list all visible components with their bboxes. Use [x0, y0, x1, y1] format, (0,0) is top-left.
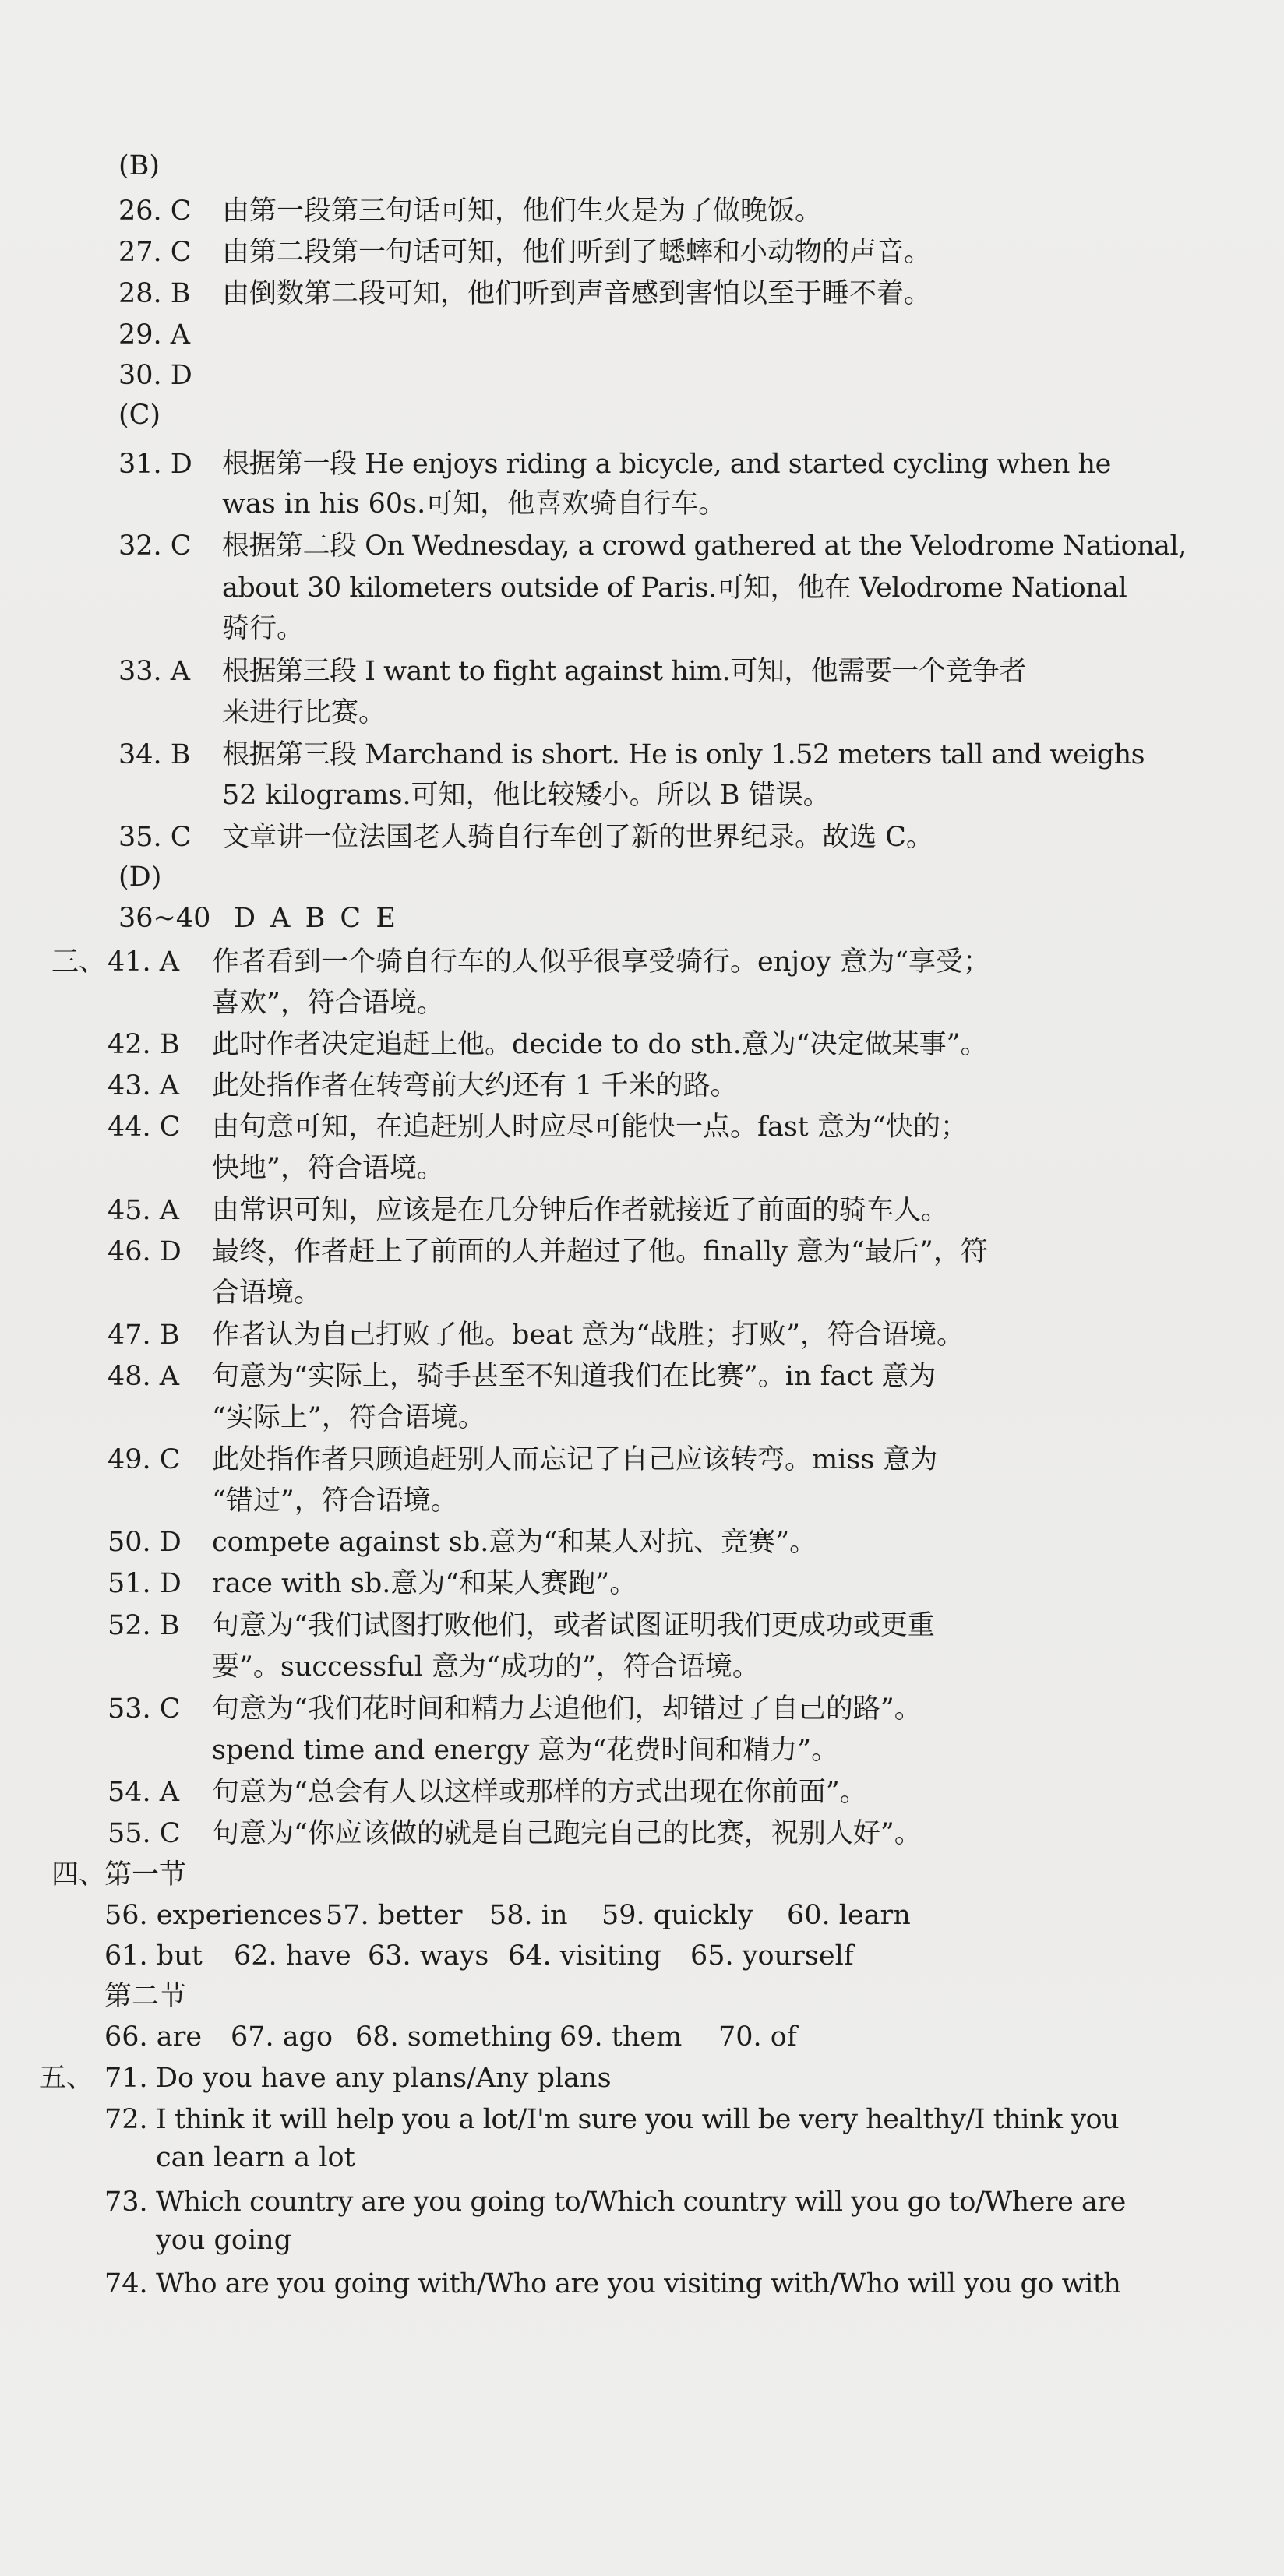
answer-explanation: 骑行。 — [222, 613, 305, 644]
answer-number: 52. B — [108, 1610, 180, 1641]
part-heading-1: 第一节 — [104, 1859, 187, 1891]
answer-explanation: 喜欢”，符合语境。 — [212, 988, 444, 1019]
answer-explanation: race with sb.意为“和某人赛跑”。 — [212, 1568, 637, 1599]
answer-explanation: spend time and energy 意为“花费时间和精力”。 — [212, 1735, 839, 1766]
answer-explanation: compete against sb.意为“和某人对抗、竞赛”。 — [212, 1527, 817, 1558]
answer-explanation: 最终，作者赶上了前面的人并超过了他。finally 意为“最后”，符 — [212, 1236, 988, 1267]
part-heading-2: 第二节 — [104, 1981, 187, 2012]
answer-explanation: 根据第二段 On Wednesday, a crowd gathered at the Velodrome National, — [222, 530, 1187, 562]
word-answer: 66. are — [104, 2021, 203, 2053]
answer-number: 45. A — [108, 1195, 180, 1226]
answer-explanation: 由句意可知，在追赶别人时应尽可能快一点。fast 意为“快的； — [212, 1112, 968, 1143]
answer-number: 53. C — [108, 1693, 181, 1725]
answer-explanation: “实际上”，符合语境。 — [212, 1402, 485, 1433]
answer-number: 30. D — [118, 360, 192, 391]
answer-explanation: 此时作者决定追赶上他。decide to do sth.意为“决定做某事”。 — [212, 1029, 988, 1060]
answer-number: 74. — [104, 2268, 148, 2299]
answer-explanation: 合语境。 — [212, 1277, 322, 1309]
answer-number: 55. C — [108, 1818, 181, 1849]
answer-explanation: 由常识可知，应该是在几分钟后作者就接近了前面的骑车人。 — [212, 1195, 949, 1226]
word-answer: 70. of — [718, 2021, 797, 2053]
answer-explanation: 52 kilograms.可知，他比较矮小。所以 B 错误。 — [222, 780, 831, 811]
answer-number: 51. D — [108, 1568, 182, 1599]
answer-number: 73. — [104, 2187, 148, 2218]
section-heading-4: 四、 — [51, 1859, 107, 1891]
answer-explanation: 句意为“我们花时间和精力去追他们，却错过了自己的路”。 — [212, 1693, 922, 1725]
word-answer: 61. but — [104, 1940, 203, 1972]
answer-number: 47. B — [108, 1320, 180, 1351]
answer-explanation: 由第一段第三句话可知，他们生火是为了做晚饭。 — [222, 196, 823, 227]
word-answer: 60. learn — [787, 1900, 911, 1931]
answer-number: 72. — [104, 2104, 148, 2135]
answer-explanation: 句意为“实际上，骑手甚至不知道我们在比赛”。in fact 意为 — [212, 1361, 937, 1392]
word-answer: 63. ways — [368, 1940, 489, 1972]
answer-number: 43. A — [108, 1070, 180, 1101]
section-label-d: (D) — [118, 862, 162, 893]
answer-number: 48. A — [108, 1361, 180, 1392]
answer-number: 36~40 — [118, 903, 211, 934]
answer-explanation: 由第二段第一句话可知，他们听到了蟋蟀和小动物的声音。 — [222, 237, 932, 268]
answer-explanation: 作者看到一个骑自行车的人似乎很享受骑行。enjoy 意为“享受； — [212, 946, 990, 978]
answer-explanation: 来进行比赛。 — [222, 697, 386, 728]
section-heading-3: 三、 — [51, 946, 107, 978]
answer-explanation: 此处指作者在转弯前大约还有 1 千米的路。 — [212, 1070, 738, 1101]
answer-number: 42. B — [108, 1029, 180, 1060]
answer-number: 41. A — [108, 946, 180, 978]
section-heading-5: 五、 — [39, 2063, 94, 2094]
answer-explanation: 根据第三段 Marchand is short. He is only 1.52 meters tall and weighs — [222, 739, 1145, 770]
word-answer: 69. them — [559, 2021, 683, 2053]
section-label-c: (C) — [118, 400, 161, 431]
answer-number: 33. A — [118, 656, 191, 687]
word-answer: 58. in — [489, 1900, 568, 1931]
answer-sentence: you going — [156, 2225, 292, 2256]
answer-number: 50. D — [108, 1527, 182, 1558]
answer-number: 26. C — [118, 196, 192, 227]
answer-explanation: about 30 kilometers outside of Paris.可知，他在 Velodrome National — [222, 573, 1127, 604]
answer-number: 46. D — [108, 1236, 182, 1267]
section-label-b: (B) — [118, 150, 160, 181]
word-answer: 62. have — [234, 1940, 351, 1972]
answer-explanation: 要”。successful 意为“成功的”，符合语境。 — [212, 1651, 760, 1683]
answer-number: 31. D — [118, 449, 192, 480]
answer-sentence: can learn a lot — [156, 2142, 355, 2173]
answer-explanation: 快地”，符合语境。 — [212, 1153, 444, 1184]
answer-explanation: 句意为“我们试图打败他们，或者试图证明我们更成功或更重 — [212, 1610, 935, 1641]
answer-number: 32. C — [118, 530, 192, 562]
word-answer: 57. better — [326, 1900, 463, 1931]
answer-number: 35. C — [118, 822, 192, 853]
answer-number: 71. — [104, 2063, 148, 2094]
answer-explanation: 作者认为自己打败了他。beat 意为“战胜；打败”，符合语境。 — [212, 1320, 964, 1351]
answer-number: 28. B — [118, 278, 191, 309]
answer-explanation: 文章讲一位法国老人骑自行车创了新的世界纪录。故选 C。 — [222, 822, 933, 853]
answer-number: 49. C — [108, 1444, 181, 1475]
answer-sentence: I think it will help you a lot/I'm sure you will be very healthy/I think you — [156, 2104, 1120, 2135]
answer-explanation: was in his 60s.可知，他喜欢骑自行车。 — [222, 488, 726, 520]
answer-explanation: 句意为“总会有人以这样或那样的方式出现在你前面”。 — [212, 1777, 867, 1808]
answer-explanation: 由倒数第二段可知，他们听到声音感到害怕以至于睡不着。 — [222, 278, 932, 309]
answer-explanation: “错过”，符合语境。 — [212, 1485, 458, 1517]
answer-number: 29. A — [118, 319, 191, 351]
word-answer: 64. visiting — [508, 1940, 662, 1972]
answer-sentence: Do you have any plans/Any plans — [156, 2063, 612, 2094]
answer-sentence: Which country are you going to/Which country will you go to/Where are — [156, 2187, 1126, 2218]
answer-number: 54. A — [108, 1777, 180, 1808]
answer-number: 44. C — [108, 1112, 181, 1143]
answer-explanation: 根据第一段 He enjoys riding a bicycle, and started cycling when he — [222, 449, 1111, 480]
answer-explanation: D A B C E — [234, 903, 396, 934]
answer-explanation: 根据第三段 I want to fight against him.可知，他需要一个竞争者 — [222, 656, 1026, 687]
answer-number: 27. C — [118, 237, 192, 268]
answer-number: 34. B — [118, 739, 191, 770]
word-answer: 68. something — [355, 2021, 552, 2053]
answer-explanation: 句意为“你应该做的就是自己跑完自己的比赛，祝别人好”。 — [212, 1818, 922, 1849]
answer-explanation: 此处指作者只顾追赶别人而忘记了自己应该转弯。miss 意为 — [212, 1444, 938, 1475]
word-answer: 65. yourself — [690, 1940, 854, 1972]
word-answer: 67. ago — [231, 2021, 333, 2053]
word-answer: 56. experiences — [104, 1900, 323, 1931]
word-answer: 59. quickly — [601, 1900, 753, 1931]
answer-sentence: Who are you going with/Who are you visiting with/Who will you go with — [156, 2268, 1121, 2299]
